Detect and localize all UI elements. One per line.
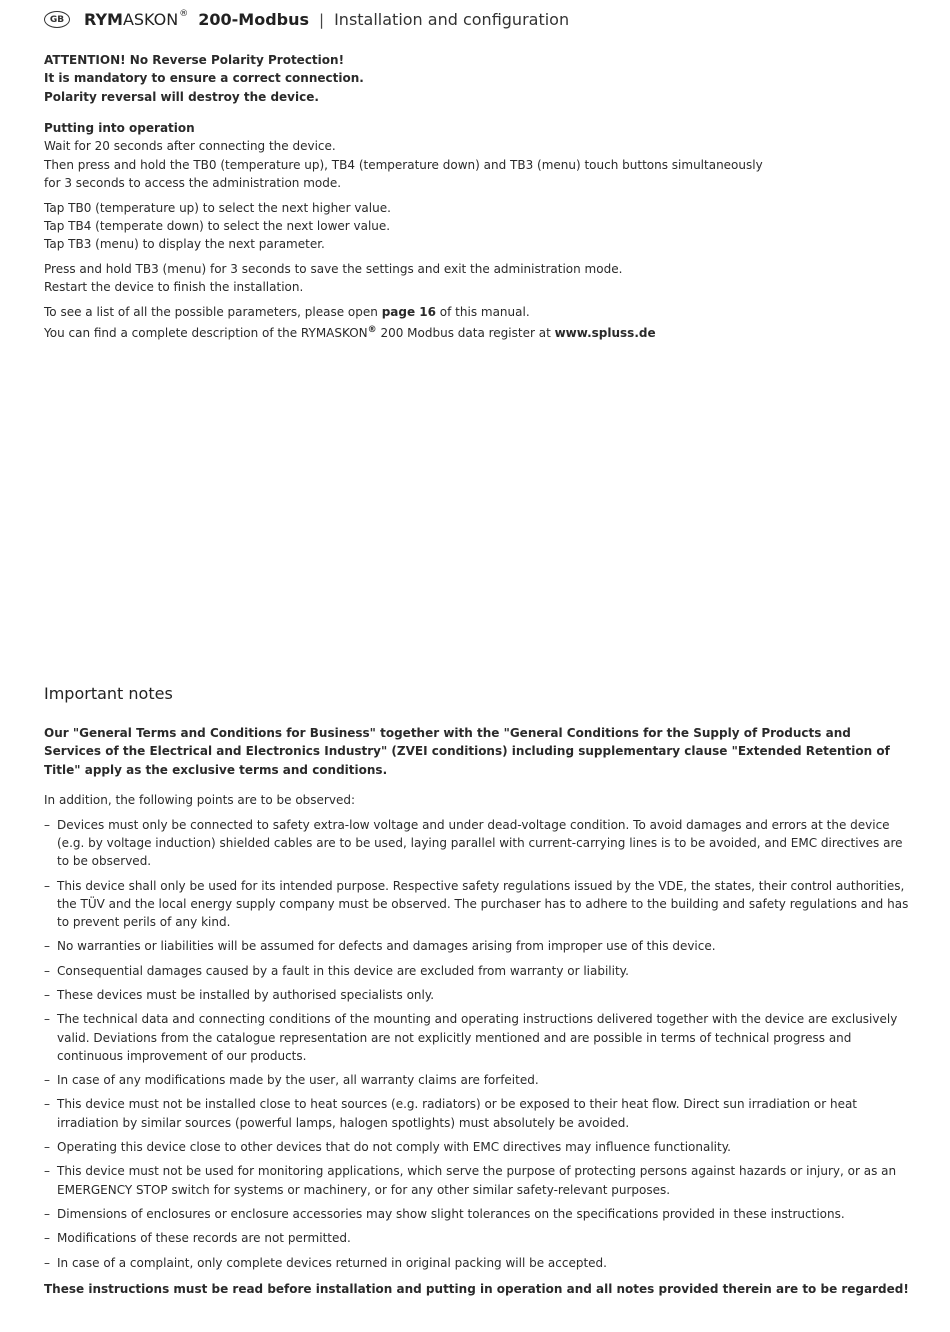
list-item-text: These devices must be installed by authorised specialists only.	[57, 988, 435, 1002]
paragraph: Press and hold TB3 (menu) for 3 seconds to save the settings and exit the administration mode.	[44, 261, 623, 276]
model-name: 200-Modbus	[198, 10, 310, 29]
document-subtitle: Installation and configuration	[334, 10, 570, 29]
dash-bullet: –	[44, 963, 50, 978]
operation-section	[44, 119, 910, 342]
dash-bullet: –	[44, 878, 50, 893]
list-item	[44, 816, 910, 871]
paragraph: Restart the device to finish the installation.	[44, 280, 304, 295]
brand-name: RYMASKON®	[84, 9, 189, 29]
dash-bullet: –	[44, 1097, 50, 1112]
list-item	[44, 986, 910, 1004]
closing-statement: These instructions must be read before installation and putting in operation and all notes provided therein are to be regarded!	[44, 1281, 909, 1296]
list-item	[44, 1205, 910, 1223]
paragraph: for 3 seconds to access the administration mode.	[44, 176, 342, 191]
paragraph: To see a list of all the possible parameters, please open page 16 of this manual.	[44, 304, 530, 319]
list-item-text: Operating this device close to other devices that do not comply with EMC directives may influence functionality.	[57, 1140, 731, 1155]
notes-lead: In addition, the following points are to be observed:	[44, 793, 356, 808]
section-title: Important notes	[44, 684, 173, 703]
list-item-text: This device must not be used for monitoring applications, which serve the purpose of protecting persons against hazards or injury, or as an EMERGENCY STOP switch for systems or machinery, or for any other similar safety-relevant purposes.	[57, 1164, 897, 1197]
dash-bullet: –	[44, 1255, 50, 1270]
list-item	[44, 1229, 910, 1247]
page-reference: page 16	[381, 304, 436, 319]
attention-block	[44, 51, 910, 106]
dash-bullet: –	[44, 1231, 50, 1246]
dash-bullet: –	[44, 939, 50, 954]
website-link[interactable]: www.spluss.de	[554, 326, 656, 341]
dash-bullet: –	[44, 988, 50, 1002]
dash-bullet: –	[44, 1206, 50, 1221]
paragraph: Tap TB4 (temperate down) to select the next lower value.	[44, 219, 391, 234]
list-item-text: This device shall only be used for its intended purpose. Respective safety regulations issued by the VDE, the states, their control authorities, the TÜV and the local energy supply company must be observed. The purchaser has to adhere to the building and safety regulations and has to prevent perils of any kind.	[57, 878, 909, 930]
header-separator: |	[319, 10, 325, 29]
list-item	[44, 1095, 910, 1132]
list-item	[44, 1162, 910, 1199]
paragraph: You can find a complete description of the RYMASKON® 200 Modbus data register at www.spluss.de	[44, 325, 656, 341]
list-item-text: In case of a complaint, only complete devices returned in original packing will be accepted.	[57, 1255, 607, 1270]
country-badge: GB	[44, 11, 70, 28]
list-item-text: Devices must only be connected to safety extra-low voltage and under dead-voltage condition. To avoid damages and errors at the device (e.g. by voltage induction) shielded cables are to be used, laying parallel with current-carrying lines is to be avoided, and EMC directives are to be observed.	[57, 817, 903, 869]
dash-bullet: –	[44, 1012, 50, 1027]
list-item-text: Modifications of these records are not permitted.	[57, 1231, 351, 1246]
paragraph: Then press and hold the TB0 (temperature up), TB4 (temperature down) and TB3 (menu) touch buttons simultaneously	[44, 157, 763, 172]
notes-list	[44, 816, 910, 1272]
list-item	[44, 1010, 910, 1065]
dash-bullet: –	[44, 1164, 50, 1179]
list-item-text: Dimensions of enclosures or enclosure accessories may show slight tolerances on the specifications provided in these instructions.	[57, 1206, 845, 1221]
attention-line: Polarity reversal will destroy the device.	[44, 89, 319, 104]
list-item-text: In case of any modifications made by the user, all warranty claims are forfeited.	[57, 1073, 539, 1088]
dash-bullet: –	[44, 1073, 50, 1088]
attention-line: It is mandatory to ensure a correct connection.	[44, 71, 364, 86]
page-header	[44, 10, 569, 29]
list-item	[44, 1254, 910, 1272]
list-item-text: Consequential damages caused by a fault in this device are excluded from warranty or liability.	[57, 963, 629, 978]
paragraph: Wait for 20 seconds after connecting the device.	[44, 139, 336, 154]
list-item	[44, 962, 910, 980]
paragraph: Tap TB0 (temperature up) to select the next higher value.	[44, 200, 391, 215]
list-item-text: The technical data and connecting conditions of the mounting and operating instructions delivered together with the device are exclusively valid. Deviations from the catalogue representation are not explicitly mentioned and are possible in terms of technical progress and continuous improvement of our products.	[57, 1012, 898, 1063]
list-item-text: No warranties or liabilities will be assumed for defects and damages arising from improper use of this device.	[57, 939, 716, 954]
list-item	[44, 1138, 910, 1156]
list-item	[44, 877, 910, 932]
list-item	[44, 937, 910, 955]
list-item-text: This device must not be installed close to heat sources (e.g. radiators) or be exposed to their heat flow. Direct sun irradiation or heat irradiation by similar sources (powerful lamps, halogen spotlights) must absolutely be avoided.	[57, 1097, 858, 1130]
dash-bullet: –	[44, 817, 50, 832]
important-notes-section	[44, 684, 910, 1298]
dash-bullet: –	[44, 1140, 50, 1155]
section-heading: Putting into operation	[44, 121, 195, 135]
paragraph: Tap TB3 (menu) to display the next parameter.	[44, 237, 325, 252]
terms-paragraph: Our "General Terms and Conditions for Business" together with the "General Conditions for the Supply of Products and Services of the Electrical and Electronics Industry" (ZVEI conditions) including supplementary clause "Extended Retention of Title" apply as the exclusive terms and conditions.	[44, 726, 890, 777]
list-item	[44, 1071, 910, 1089]
attention-line: ATTENTION! No Reverse Polarity Protection!	[44, 53, 345, 67]
